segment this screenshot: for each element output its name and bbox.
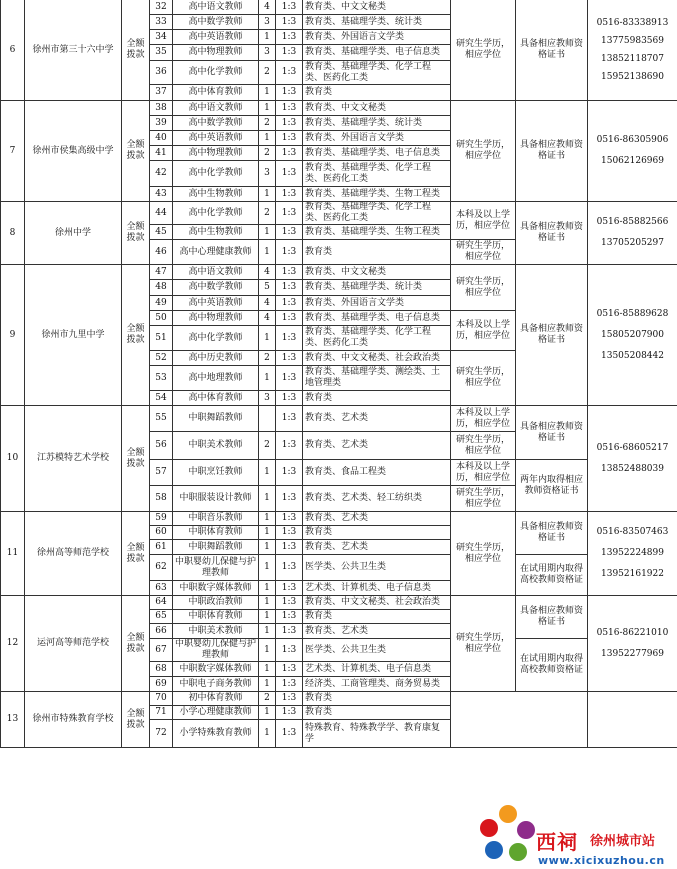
position-name: 中职烹饪教师 [173,460,259,486]
major-requirement: 教育类、基础理学类、测绘类、土地管理类 [303,366,451,391]
position-id: 51 [150,326,173,351]
position-count: 1 [259,639,276,662]
position-id: 59 [150,512,173,526]
position-id: 65 [150,610,173,624]
contact-phone: 0516-86221010 [596,627,669,638]
major-requirement: 教育类、中文文秘类 [303,265,451,280]
position-count: 1 [259,460,276,486]
table-body [1,0,677,748]
position-count: 1 [259,240,276,265]
position-id: 36 [150,61,173,85]
contact-phone: 13505208442 [601,350,664,361]
position-name: 高中地理教师 [173,366,259,391]
contact-phone: 0516-85882566 [596,217,669,227]
position-name: 高中数学教师 [173,116,259,131]
education-requirement: 本科及以上学历，相应学位 [451,202,516,240]
major-requirement: 教育类 [303,610,451,624]
position-name: 中职体育教师 [173,526,259,540]
ratio: 1:3 [276,391,303,406]
position-id: 53 [150,366,173,391]
ratio: 1:3 [276,225,303,240]
group-number: 10 [1,406,25,512]
position-name: 高中化学教师 [173,326,259,351]
school-name: 徐州市特殊教育学校 [25,692,122,748]
ratio: 1:3 [276,706,303,720]
qualification-requirement: 具备相应教师资格证书 [516,512,588,555]
major-requirement: 教育类、艺术类 [303,624,451,639]
major-requirement: 教育类、中文文秘类、社会政治类 [303,351,451,366]
table-row [1,406,677,432]
ratio: 1:3 [276,30,303,45]
major-requirement: 教育类、基础理学类、电子信息类 [303,311,451,326]
position-count: 1 [259,131,276,146]
watermark-url: www.xicixuzhou.cn [538,854,665,867]
ratio: 1:3 [276,555,303,581]
position-id: 66 [150,624,173,639]
position-name: 中职婴幼儿保健与护理教师 [173,639,259,662]
ratio: 1:3 [276,187,303,202]
position-name: 高中英语教师 [173,296,259,311]
funding-type: 全额拨款 [122,512,150,596]
ratio: 1:3 [276,432,303,460]
major-requirement: 教育类 [303,692,451,706]
position-id: 61 [150,540,173,555]
position-count: 2 [259,432,276,460]
major-requirement: 艺术类、计算机类、电子信息类 [303,581,451,596]
major-requirement: 教育类、艺术类、轻工纺织类 [303,486,451,512]
contact-phone: 13952224899 [601,548,664,558]
position-name: 中职体育教师 [173,610,259,624]
contact-phone: 0516-83507463 [596,527,669,537]
position-id: 33 [150,15,173,30]
major-requirement: 教育类、外国语言文学类 [303,30,451,45]
contact-phones [588,692,677,748]
table-row [1,692,677,706]
qualification-requirement: 具备相应教师资格证书 [516,0,588,101]
school-name: 徐州市第三十六中学 [25,0,122,101]
ratio: 1:3 [276,131,303,146]
ratio: 1:3 [276,692,303,706]
ratio: 1:3 [276,116,303,131]
ratio: 1:3 [276,265,303,280]
position-name: 高中体育教师 [173,391,259,406]
school-name: 徐州市侯集高级中学 [25,101,122,202]
education-requirement: 研究生学历，相应学位 [451,0,516,101]
table-row [1,512,677,526]
position-name: 小学心理健康教师 [173,706,259,720]
ratio: 1:3 [276,639,303,662]
contact-phones [588,202,677,265]
xici-logo-icon [478,802,538,864]
empty-cell [451,692,588,748]
group-number: 6 [1,0,25,101]
position-count: 1 [259,596,276,610]
position-id: 48 [150,280,173,296]
ratio: 1:3 [276,45,303,61]
ratio: 1:3 [276,15,303,30]
ratio: 1:3 [276,146,303,161]
position-count: 1 [259,610,276,624]
position-name: 小学特殊教育教师 [173,720,259,748]
ratio: 1:3 [276,85,303,101]
contact-phone: 15805207900 [601,329,664,340]
position-name: 高中英语教师 [173,30,259,45]
education-requirement: 研究生学历，相应学位 [451,351,516,406]
major-requirement: 教育类、基础理学类、电子信息类 [303,146,451,161]
funding-type: 全额拨款 [122,406,150,512]
education-requirement: 研究生学历，相应学位 [451,265,516,311]
major-requirement: 教育类、中文文秘类 [303,101,451,116]
ratio: 1:3 [276,366,303,391]
position-name: 高中生物教师 [173,225,259,240]
position-name: 高中物理教师 [173,45,259,61]
position-name: 中职音乐教师 [173,512,259,526]
position-id: 50 [150,311,173,326]
position-id: 47 [150,265,173,280]
ratio: 1:3 [276,512,303,526]
contact-phone: 15952138690 [601,71,664,82]
qualification-requirement: 具备相应教师资格证书 [516,596,588,639]
ratio: 1:3 [276,161,303,187]
position-id: 38 [150,101,173,116]
position-name: 中职服装设计教师 [173,486,259,512]
qualification-requirement: 在试用期内取得高校教师资格证 [516,639,588,692]
position-id: 71 [150,706,173,720]
position-id: 39 [150,116,173,131]
major-requirement: 教育类、基础理学类、化学工程类、医药化工类 [303,161,451,187]
table-row [1,202,677,225]
position-count: 5 [259,280,276,296]
group-number: 9 [1,265,25,406]
position-count: 1 [259,30,276,45]
contact-phone: 13952161922 [601,569,664,579]
table-row [1,101,677,116]
education-requirement: 研究生学历，相应学位 [451,432,516,460]
group-number: 13 [1,692,25,748]
major-requirement: 经济类、工商管理类、商务贸易类 [303,677,451,692]
position-count: 4 [259,296,276,311]
school-name: 运河高等师范学校 [25,596,122,692]
major-requirement: 特殊教育、特殊教学学、教育康复学 [303,720,451,748]
position-count: 1 [259,225,276,240]
position-id: 40 [150,131,173,146]
major-requirement: 教育类、艺术类 [303,406,451,432]
position-id: 52 [150,351,173,366]
position-name: 高中化学教师 [173,202,259,225]
position-id: 55 [150,406,173,432]
ratio: 1:3 [276,280,303,296]
ratio: 1:3 [276,540,303,555]
position-name: 高中语文教师 [173,0,259,15]
position-id: 57 [150,460,173,486]
position-id: 68 [150,662,173,677]
position-id: 32 [150,0,173,15]
contact-phones [588,512,677,596]
ratio: 1:3 [276,240,303,265]
contact-phones [588,596,677,692]
position-name: 高中体育教师 [173,85,259,101]
position-count: 2 [259,146,276,161]
ratio: 1:3 [276,0,303,15]
ratio: 1:3 [276,581,303,596]
major-requirement: 教育类、基础理学类、化学工程类、医药化工类 [303,326,451,351]
funding-type: 全额拨款 [122,596,150,692]
contact-phone: 0516-86305906 [596,135,669,145]
position-count [259,406,276,432]
contact-phones [588,0,677,101]
education-requirement: 研究生学历，相应学位 [451,486,516,512]
qualification-requirement: 具备相应教师资格证书 [516,406,588,460]
position-count: 1 [259,662,276,677]
contact-phone: 13775983569 [601,35,664,46]
contact-phone: 13705205297 [601,238,664,248]
table-row [1,596,677,610]
position-name: 高中化学教师 [173,161,259,187]
ratio: 1:3 [276,677,303,692]
group-number: 11 [1,512,25,596]
position-id: 37 [150,85,173,101]
watermark-brand: 西祠 [536,830,578,854]
major-requirement: 教育类 [303,706,451,720]
position-name: 高中语文教师 [173,101,259,116]
major-requirement: 教育类、食品工程类 [303,460,451,486]
qualification-requirement: 两年内取得相应教师资格证书 [516,460,588,512]
group-number: 7 [1,101,25,202]
position-id: 43 [150,187,173,202]
table-row [1,0,677,15]
position-name: 高中英语教师 [173,131,259,146]
position-id: 64 [150,596,173,610]
position-count: 2 [259,351,276,366]
position-id: 41 [150,146,173,161]
position-count: 4 [259,311,276,326]
position-name: 中职电子商务教师 [173,677,259,692]
position-count: 1 [259,540,276,555]
contact-phone: 0516-68605217 [596,442,669,453]
position-count: 3 [259,161,276,187]
major-requirement: 教育类、外国语言文学类 [303,296,451,311]
school-name: 江苏模特艺术学校 [25,406,122,512]
position-id: 56 [150,432,173,460]
position-name: 中职舞蹈教师 [173,406,259,432]
position-count: 3 [259,391,276,406]
position-id: 54 [150,391,173,406]
position-name: 中职政治教师 [173,596,259,610]
funding-type: 全额拨款 [122,101,150,202]
position-name: 高中语文教师 [173,265,259,280]
position-id: 46 [150,240,173,265]
position-count: 4 [259,265,276,280]
position-name: 中职美术教师 [173,432,259,460]
position-name: 中职数字媒体教师 [173,662,259,677]
position-id: 72 [150,720,173,748]
major-requirement: 教育类、基础理学类、统计类 [303,280,451,296]
position-count: 1 [259,526,276,540]
contact-phone: 0516-85889628 [596,308,669,319]
contact-phones [588,101,677,202]
major-requirement: 教育类、基础理学类、统计类 [303,116,451,131]
ratio: 1:3 [276,406,303,432]
watermark-site: 徐州城市站 [590,834,656,849]
major-requirement: 教育类、中文文秘类 [303,0,451,15]
position-count: 1 [259,677,276,692]
position-id: 44 [150,202,173,225]
position-count: 1 [259,486,276,512]
position-count: 1 [259,581,276,596]
position-id: 69 [150,677,173,692]
position-count: 3 [259,45,276,61]
group-number: 12 [1,596,25,692]
watermark [478,802,677,869]
major-requirement: 教育类 [303,240,451,265]
position-id: 35 [150,45,173,61]
ratio: 1:3 [276,460,303,486]
position-name: 中职婴幼儿保健与护理教师 [173,555,259,581]
major-requirement: 教育类 [303,526,451,540]
contact-phone: 13952277969 [601,648,664,659]
education-requirement: 本科及以上学历，相应学位 [451,460,516,486]
school-name: 徐州中学 [25,202,122,265]
major-requirement: 教育类 [303,391,451,406]
position-count: 1 [259,555,276,581]
ratio: 1:3 [276,351,303,366]
ratio: 1:3 [276,526,303,540]
major-requirement: 教育类、艺术类 [303,540,451,555]
ratio: 1:3 [276,486,303,512]
ratio: 1:3 [276,326,303,351]
position-id: 42 [150,161,173,187]
ratio: 1:3 [276,202,303,225]
position-name: 高中数学教师 [173,15,259,30]
school-name: 徐州高等师范学校 [25,512,122,596]
major-requirement: 医学类、公共卫生类 [303,639,451,662]
ratio: 1:3 [276,296,303,311]
qualification-requirement: 具备相应教师资格证书 [516,265,588,406]
position-count: 1 [259,326,276,351]
contact-phones [588,265,677,406]
ratio: 1:3 [276,101,303,116]
major-requirement: 教育类、基础理学类、化学工程类、医药化工类 [303,202,451,225]
qualification-requirement: 具备相应教师资格证书 [516,101,588,202]
major-requirement: 教育类、基础理学类、电子信息类 [303,45,451,61]
major-requirement: 教育类、基础理学类、化学工程类、医药化工类 [303,61,451,85]
position-name: 高中数学教师 [173,280,259,296]
qualification-requirement: 具备相应教师资格证书 [516,202,588,265]
education-requirement: 本科及以上学历，相应学位 [451,311,516,351]
position-count: 1 [259,187,276,202]
major-requirement: 艺术类、计算机类、电子信息类 [303,662,451,677]
position-name: 高中心理健康教师 [173,240,259,265]
position-count: 1 [259,366,276,391]
position-name: 高中历史教师 [173,351,259,366]
position-id: 34 [150,30,173,45]
contact-phone: 0516-83338913 [596,17,669,28]
position-name: 初中体育教师 [173,692,259,706]
position-count: 1 [259,101,276,116]
position-name: 中职舞蹈教师 [173,540,259,555]
position-count: 2 [259,61,276,85]
ratio: 1:3 [276,610,303,624]
major-requirement: 教育类、基础理学类、生物工程类 [303,225,451,240]
position-id: 63 [150,581,173,596]
position-id: 49 [150,296,173,311]
funding-type: 全额拨款 [122,0,150,101]
position-name: 高中生物教师 [173,187,259,202]
position-count: 1 [259,85,276,101]
position-id: 70 [150,692,173,706]
major-requirement: 教育类、中文文秘类、社会政治类 [303,596,451,610]
funding-type: 全额拨款 [122,202,150,265]
major-requirement: 教育类、基础理学类、生物工程类 [303,187,451,202]
education-requirement: 研究生学历，相应学位 [451,596,516,692]
funding-type: 全额拨款 [122,692,150,748]
contact-phone: 15062126969 [601,156,664,166]
education-requirement: 本科及以上学历，相应学位 [451,406,516,432]
ratio: 1:3 [276,61,303,85]
education-requirement: 研究生学历，相应学位 [451,512,516,596]
position-id: 67 [150,639,173,662]
position-count: 2 [259,202,276,225]
major-requirement: 医学类、公共卫生类 [303,555,451,581]
position-count: 1 [259,706,276,720]
position-count: 1 [259,624,276,639]
position-name: 中职数字媒体教师 [173,581,259,596]
qualification-requirement: 在试用期内取得高校教师资格证 [516,555,588,596]
contact-phone: 13852118707 [601,53,664,64]
group-number: 8 [1,202,25,265]
ratio: 1:3 [276,311,303,326]
table-row [1,265,677,280]
funding-type: 全额拨款 [122,265,150,406]
position-name: 中职美术教师 [173,624,259,639]
contact-phones [588,406,677,512]
major-requirement: 教育类 [303,85,451,101]
major-requirement: 教育类、艺术类 [303,432,451,460]
ratio: 1:3 [276,662,303,677]
position-name: 高中物理教师 [173,311,259,326]
position-name: 高中化学教师 [173,61,259,85]
school-name: 徐州市九里中学 [25,265,122,406]
education-requirement: 研究生学历，相应学位 [451,101,516,202]
position-count: 2 [259,692,276,706]
position-name: 高中物理教师 [173,146,259,161]
position-count: 1 [259,512,276,526]
position-count: 1 [259,720,276,748]
ratio: 1:3 [276,720,303,748]
education-requirement: 研究生学历，相应学位 [451,240,516,265]
position-id: 60 [150,526,173,540]
position-count: 4 [259,0,276,15]
position-count: 3 [259,15,276,30]
position-id: 58 [150,486,173,512]
major-requirement: 教育类、基础理学类、统计类 [303,15,451,30]
position-id: 45 [150,225,173,240]
ratio: 1:3 [276,624,303,639]
position-id: 62 [150,555,173,581]
major-requirement: 教育类、外国语言文学类 [303,131,451,146]
position-count: 2 [259,116,276,131]
ratio: 1:3 [276,596,303,610]
contact-phone: 13852488039 [601,463,664,474]
major-requirement: 教育类、艺术类 [303,512,451,526]
